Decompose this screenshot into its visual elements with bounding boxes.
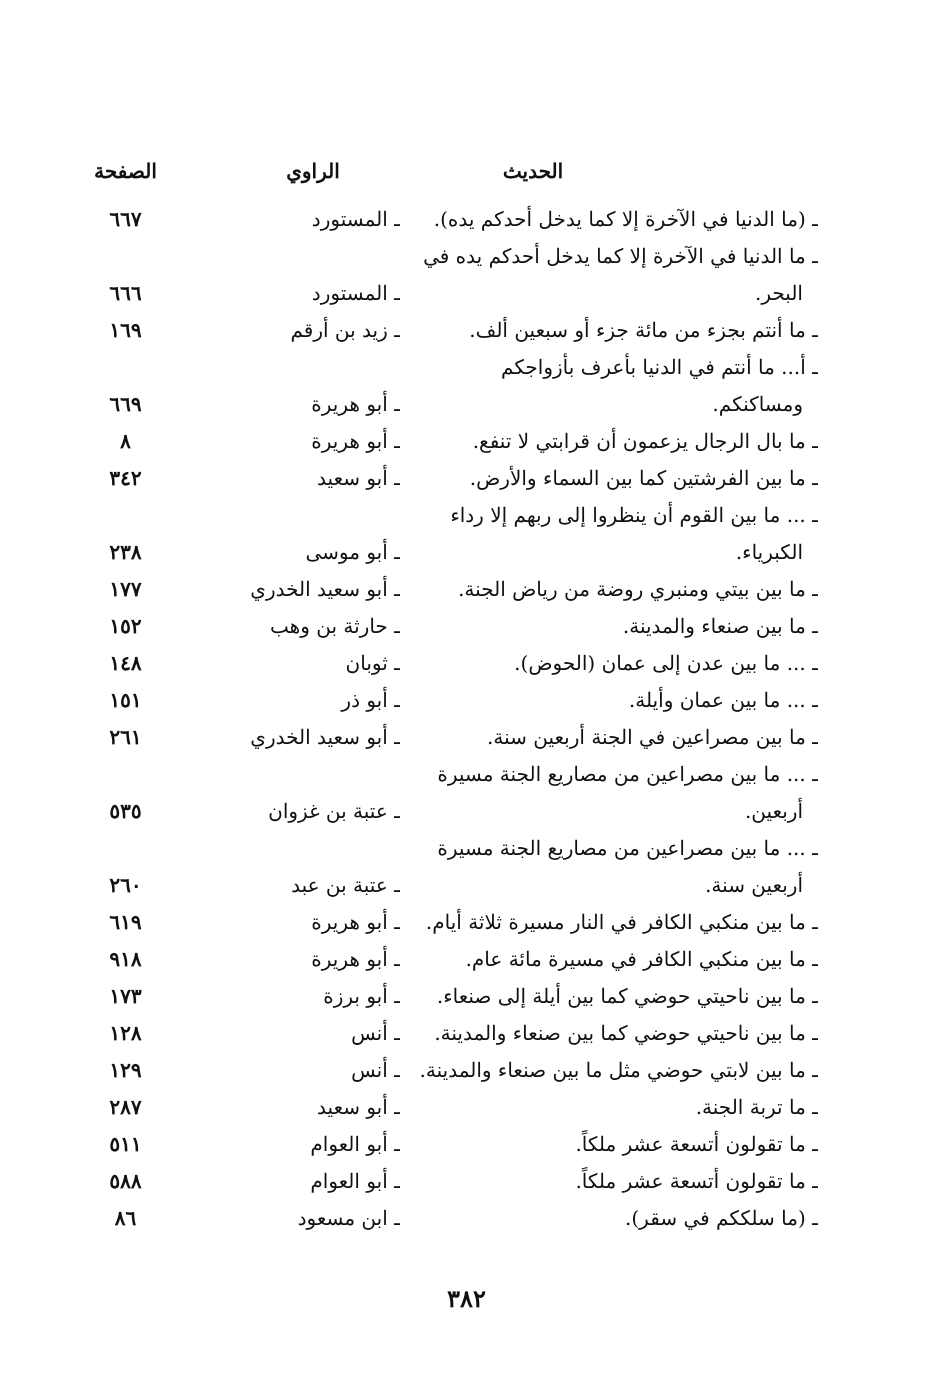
narrator: ـ أبو موسى: [305, 540, 400, 564]
narrator: ـ ثوبان: [345, 651, 400, 675]
table-row-continuation: [0, 533, 933, 571]
table-row: [0, 459, 933, 497]
page-ref: ١٥١: [109, 688, 142, 712]
table-row: [0, 1162, 933, 1200]
table-row: [0, 570, 933, 608]
hadith-text: الكبرياء.: [735, 540, 803, 564]
table-row-continuation: [0, 792, 933, 830]
hadith-text: ومساكنكم.: [712, 392, 803, 416]
table-row: [0, 718, 933, 756]
page-ref: ٢٦٠: [109, 873, 142, 897]
table-row: [0, 1014, 933, 1052]
hadith-text: ـ ما بين ناحيتي حوضي كما بين أيلة إلى صنعاء.: [436, 984, 818, 1008]
hadith-text: البحر.: [755, 281, 803, 305]
page-ref: ٦٦٦: [109, 281, 142, 305]
hadith-text: ـ ما تربة الجنة.: [695, 1095, 818, 1119]
table-row: [0, 348, 933, 386]
page-ref: ٩١٨: [109, 947, 142, 971]
hadith-text: ـ (ما سلككم في سقر).: [625, 1206, 818, 1230]
narrator: ـ ابن مسعود: [297, 1206, 400, 1230]
narrator: ـ أنس: [351, 1021, 400, 1045]
hadith-text: ـ ما بين مصراعين في الجنة أربعين سنة.: [487, 725, 818, 749]
page-ref: ١٧٣: [109, 984, 142, 1008]
page-ref: ١٢٩: [109, 1058, 142, 1082]
hadith-text: ـ ... ما بين عمان وأيلة.: [628, 688, 818, 712]
narrator: ـ أبو هريرة: [311, 910, 400, 934]
table-row: [0, 311, 933, 349]
table-row-continuation: [0, 385, 933, 423]
page-ref: ٣٤٢: [109, 466, 142, 490]
header-hadith: الحديث: [502, 159, 564, 183]
narrator: ـ أبو سعيد الخدري: [250, 577, 400, 601]
table-row: [0, 1125, 933, 1163]
table-header: [0, 152, 933, 190]
table-row: [0, 1051, 933, 1089]
table-row: [0, 422, 933, 460]
narrator: ـ أبو سعيد: [317, 1095, 400, 1119]
narrator: ـ المستورد: [311, 281, 400, 305]
page-ref: ١٢٨: [109, 1021, 142, 1045]
hadith-text: ـ ما أنتم بجزء من مائة جزء أو سبعين ألف.: [469, 318, 818, 342]
page-ref: ١٤٨: [109, 651, 142, 675]
table-row: [0, 940, 933, 978]
hadith-text: ـ ... ما بين القوم أن ينظروا إلى ربهم إلا رداء: [450, 503, 818, 527]
table-row: [0, 200, 933, 238]
page-ref: ٥١١: [109, 1132, 142, 1156]
hadith-text: ـ أ... ما أنتم في الدنيا بأعرف بأزواجكم: [501, 355, 818, 379]
table-row: [0, 755, 933, 793]
hadith-text: ـ ما بين منكبي الكافر في مسيرة مائة عام.: [465, 947, 818, 971]
table-row: [0, 237, 933, 275]
narrator: ـ أبو سعيد الخدري: [250, 725, 400, 749]
hadith-text: ـ ما بين الفرشتين كما بين السماء والأرض.: [469, 466, 818, 490]
page-ref: ٥٨٨: [109, 1169, 142, 1193]
table-row: [0, 607, 933, 645]
page-ref: ٥٣٥: [109, 799, 142, 823]
hadith-text: ـ ... ما بين مصراعين من مصاريع الجنة مسيرة: [437, 836, 818, 860]
narrator: ـ المستورد: [311, 207, 400, 231]
narrator: ـ أبو هريرة: [311, 947, 400, 971]
table-row: [0, 1088, 933, 1126]
page-ref: ٢٦١: [109, 725, 142, 749]
narrator: ـ عتبة بن غزوان: [268, 799, 400, 823]
page-number: ٣٨٢: [447, 1284, 486, 1313]
narrator: ـ أبو العوام: [310, 1132, 400, 1156]
hadith-text: ـ (ما الدنيا في الآخرة إلا كما يدخل أحدكم يده).: [433, 207, 818, 231]
narrator: ـ أبو هريرة: [311, 392, 400, 416]
table-row: [0, 1199, 933, 1237]
narrator: ـ عتبة بن عبد: [291, 873, 400, 897]
hadith-text: ـ ... ما بين مصراعين من مصاريع الجنة مسيرة: [437, 762, 818, 786]
page-ref: ٢٨٧: [109, 1095, 142, 1119]
page-ref: ٢٣٨: [109, 540, 142, 564]
hadith-text: ـ ... ما بين عدن إلى عمان (الحوض).: [514, 651, 818, 675]
narrator: ـ أبو ذر: [341, 688, 400, 712]
page-ref: ١٧٧: [109, 577, 142, 601]
narrator: ـ أبو سعيد: [317, 466, 400, 490]
narrator: ـ أنس: [351, 1058, 400, 1082]
table-row: [0, 681, 933, 719]
page-ref: ٦٦٧: [109, 207, 142, 231]
page-ref: ٨٦: [114, 1206, 137, 1230]
page-ref: ٦١٩: [109, 910, 142, 934]
hadith-text: ـ ما الدنيا في الآخرة إلا كما يدخل أحدكم يده في: [423, 244, 818, 268]
table-row: [0, 829, 933, 867]
header-page: الصفحة: [94, 159, 157, 183]
page-ref: ٦٦٩: [109, 392, 142, 416]
hadith-text: ـ ما بين لابتي حوضي مثل ما بين صنعاء والمدينة.: [419, 1058, 818, 1082]
hadith-text: ـ ما تقولون أتسعة عشر ملكاً.: [575, 1132, 818, 1156]
hadith-text: ـ ما بين صنعاء والمدينة.: [622, 614, 818, 638]
hadith-text: ـ ما بين منكبي الكافر في النار مسيرة ثلاثة أيام.: [425, 910, 818, 934]
page-ref: ١٥٢: [109, 614, 142, 638]
hadith-text: ـ ما بال الرجال يزعمون أن قرابتي لا تنفع.: [472, 429, 818, 453]
hadith-text: ـ ما بين ناحيتي حوضي كما بين صنعاء والمدينة.: [434, 1021, 818, 1045]
hadith-text: أربعين سنة.: [705, 873, 803, 897]
page-ref: ١٦٩: [109, 318, 142, 342]
narrator: ـ أبو هريرة: [311, 429, 400, 453]
narrator: ـ أبو برزة: [323, 984, 400, 1008]
page-ref: ٨: [120, 429, 131, 453]
narrator: ـ حارثة بن وهب: [270, 614, 400, 638]
hadith-text: أربعين.: [744, 799, 803, 823]
table-row-continuation: [0, 274, 933, 312]
narrator: ـ أبو العوام: [310, 1169, 400, 1193]
table-row-continuation: [0, 866, 933, 904]
table-row: [0, 644, 933, 682]
header-narrator: الراوي: [286, 159, 340, 183]
hadith-text: ـ ما تقولون أتسعة عشر ملكاً.: [575, 1169, 818, 1193]
table-row: [0, 496, 933, 534]
table-row: [0, 903, 933, 941]
narrator: ـ زيد بن أرقم: [290, 318, 400, 342]
table-row: [0, 977, 933, 1015]
hadith-text: ـ ما بين بيتي ومنبري روضة من رياض الجنة.: [458, 577, 818, 601]
